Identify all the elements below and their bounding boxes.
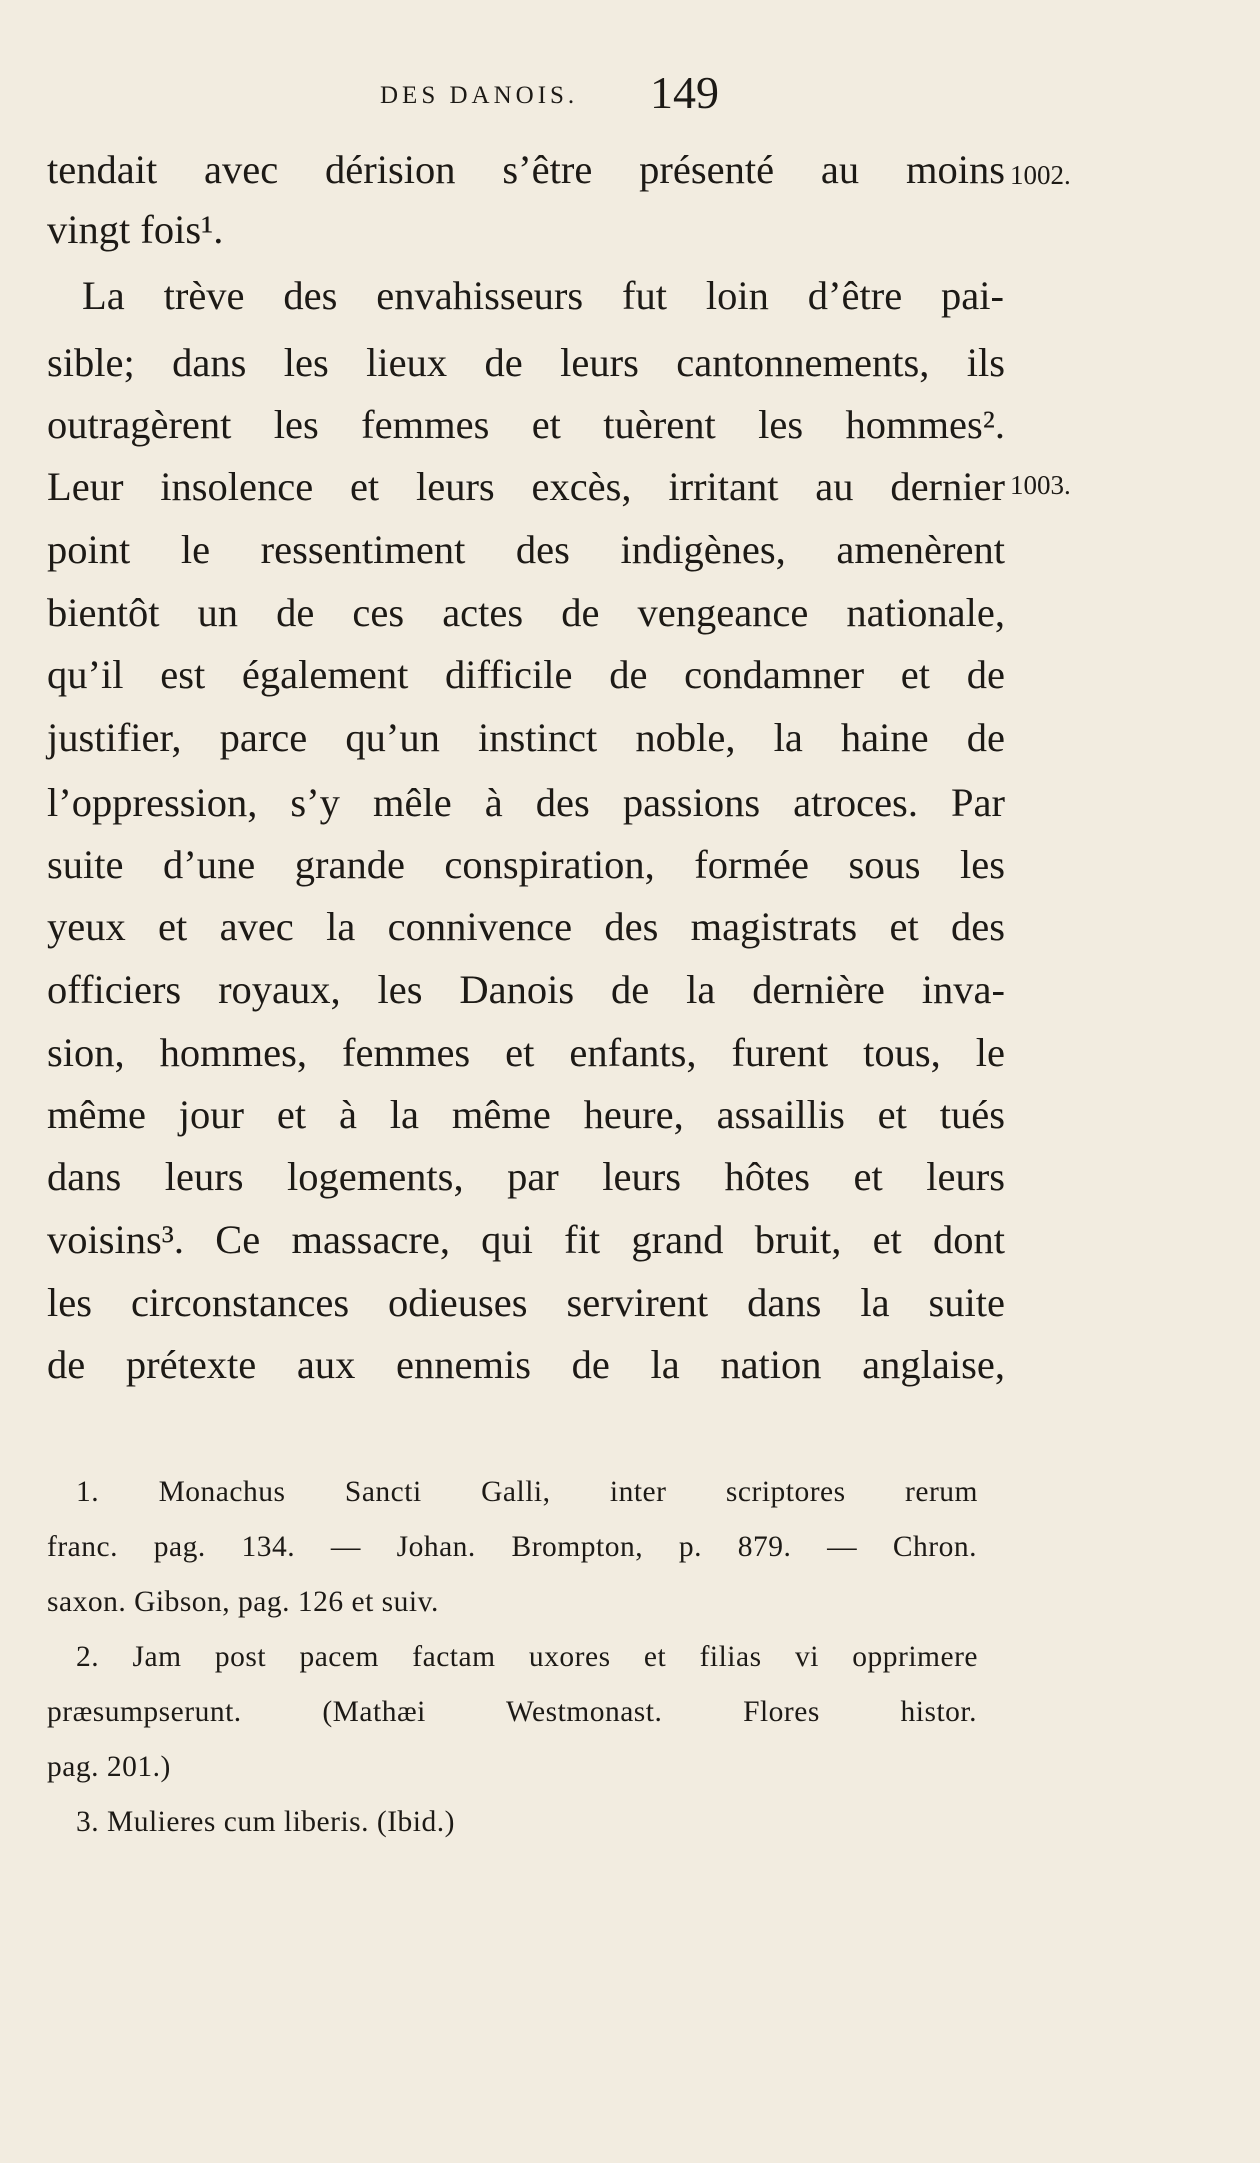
body-line: vingt fois¹. <box>47 207 224 252</box>
margin-year-1003: 1003. <box>1010 470 1071 500</box>
footnote-line: saxon. Gibson, pag. 126 et suiv. <box>47 1586 439 1618</box>
footnote-line: 3. Mulieres cum liberis. (Ibid.) <box>76 1806 455 1838</box>
footnote-line: franc. pag. 134. — Johan. Brompton, p. 879. — Chron. <box>47 1531 977 1563</box>
body-line: point le ressentiment des indigènes, amenèrent <box>47 527 1005 572</box>
body-line: justifier, parce qu’un instinct noble, la haine de <box>47 715 1005 760</box>
margin-year-1002: 1002. <box>1010 160 1071 190</box>
body-line: bientôt un de ces actes de vengeance nationale, <box>47 590 1005 635</box>
body-line: qu’il est également difficile de condamner et de <box>47 652 1005 697</box>
running-head: DES DANOIS. <box>380 82 579 109</box>
footnote-line: præsumpserunt. (Mathæi Westmonast. Flores histor. <box>47 1696 977 1728</box>
body-line: l’oppression, s’y mêle à des passions atroces. Par <box>47 780 1005 825</box>
body-line: tendait avec dérision s’être présenté au moins <box>47 147 1005 192</box>
body-line: yeux et avec la connivence des magistrats et des <box>47 904 1005 949</box>
body-line: suite d’une grande conspiration, formée sous les <box>47 842 1005 887</box>
footnote-line: 1. Monachus Sancti Galli, inter scriptores rerum <box>76 1476 978 1508</box>
body-line: Leur insolence et leurs excès, irritant au dernier <box>47 464 1005 509</box>
body-line: de prétexte aux ennemis de la nation anglaise, <box>47 1342 1005 1387</box>
body-line: outragèrent les femmes et tuèrent les hommes². <box>47 402 1005 447</box>
body-line: sion, hommes, femmes et enfants, furent tous, le <box>47 1030 1005 1075</box>
body-line: La trève des envahisseurs fut loin d’être pai- <box>82 273 1004 318</box>
body-line: dans leurs logements, par leurs hôtes et leurs <box>47 1154 1005 1199</box>
footnote-line: pag. 201.) <box>47 1751 171 1783</box>
body-line: sible; dans les lieux de leurs cantonnements, ils <box>47 340 1005 385</box>
body-line: voisins³. Ce massacre, qui fit grand bruit, et dont <box>47 1217 1005 1262</box>
body-line: les circonstances odieuses servirent dans la suite <box>47 1280 1005 1325</box>
footnote-line: 2. Jam post pacem factam uxores et filias vi opprimere <box>76 1641 978 1673</box>
body-line: même jour et à la même heure, assaillis et tués <box>47 1092 1005 1137</box>
body-line: officiers royaux, les Danois de la dernière inva- <box>47 967 1005 1012</box>
page-number: 149 <box>650 67 719 118</box>
